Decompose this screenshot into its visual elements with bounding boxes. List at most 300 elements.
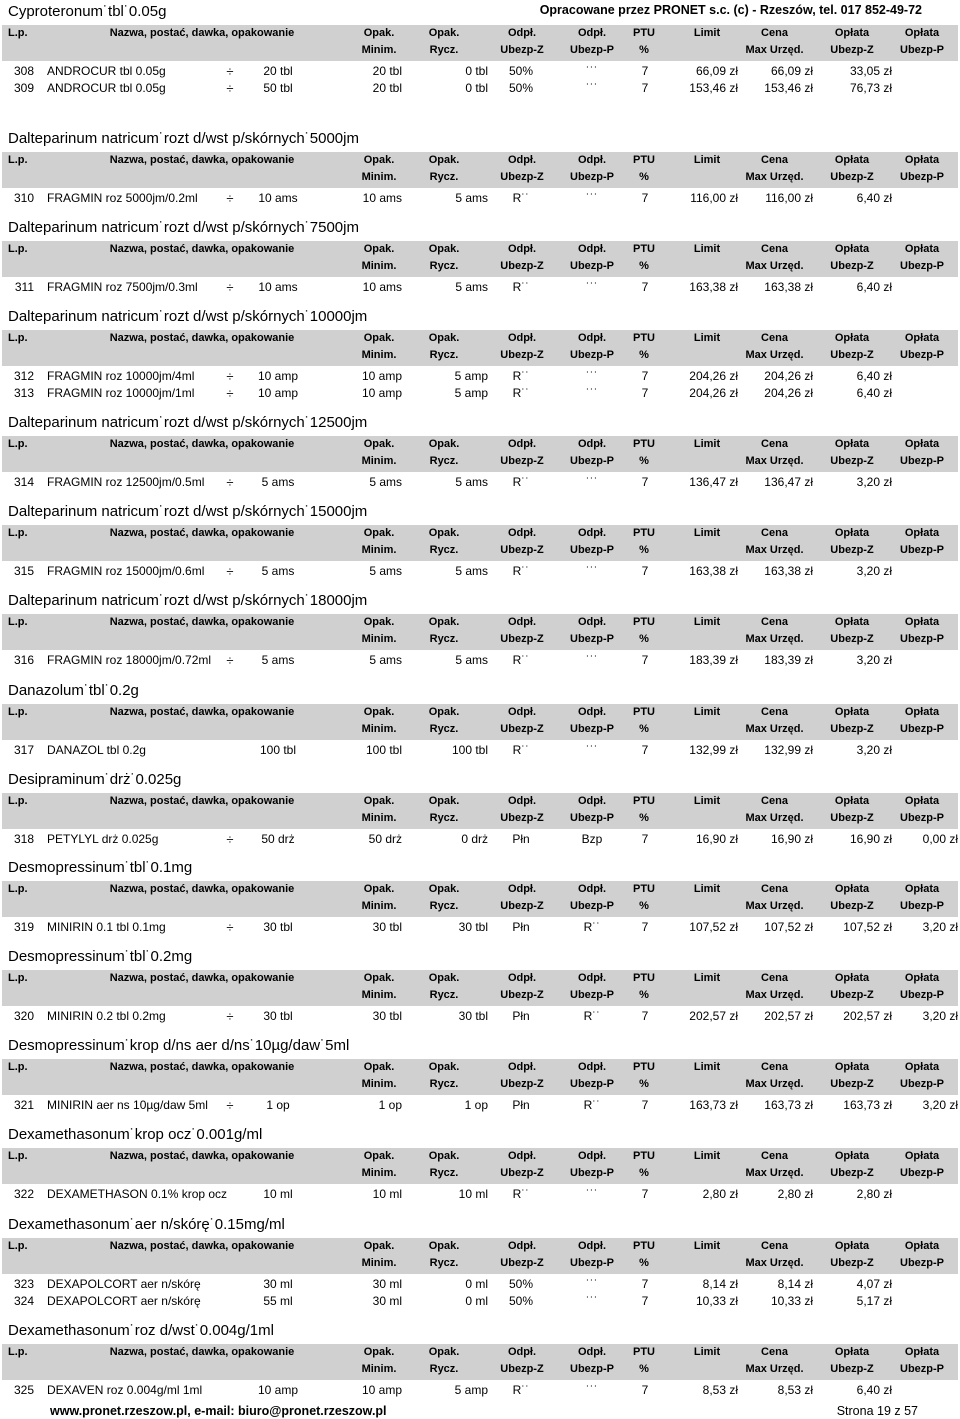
cena-max: 183,39 zł: [764, 653, 813, 667]
product-name: DANAZOL tbl 0.2g: [47, 743, 146, 757]
package-size: 5 ams: [261, 653, 295, 667]
ptu: 7: [641, 81, 649, 95]
odplatnosc-p: ˙˙˙: [586, 369, 598, 383]
header-cell: Ubezp-P: [570, 1363, 614, 1375]
header-cell: Ubezp-Z: [500, 723, 544, 735]
product-name: ANDROCUR tbl 0.05g: [47, 81, 166, 95]
header-cell: Opak.: [428, 1346, 460, 1358]
opak-rycz: 30 tbl: [458, 920, 488, 934]
divide-icon: ÷: [226, 920, 234, 935]
divide-icon: ÷: [226, 653, 234, 668]
header-cell: Max Urzęd.: [745, 723, 804, 735]
odplatnosc-p: ˙˙˙: [586, 653, 598, 667]
header-cell: PTU: [633, 883, 655, 895]
header-cell: Cena: [761, 795, 788, 807]
header-cell: Limit: [693, 527, 721, 539]
odplatnosc-p: ˙˙˙: [586, 280, 598, 294]
header-cell: Odpł.: [507, 527, 537, 539]
header-cell: Opak.: [428, 1150, 460, 1162]
oplata-z: 6,40 zł: [856, 1383, 892, 1397]
header-cell: Limit: [693, 1061, 721, 1073]
oplata-z: 202,57 zł: [843, 1009, 892, 1023]
header-cell: Opak.: [363, 527, 395, 539]
header-cell: PTU: [633, 706, 655, 718]
header-cell: Ubezp-P: [900, 1078, 944, 1090]
table-row: [2, 80, 958, 97]
package-size: 10 ams: [258, 191, 298, 205]
header-cell: Ubezp-P: [900, 349, 944, 361]
header-cell: Max Urzęd.: [745, 260, 804, 272]
header-cell: Ubezp-Z: [500, 1257, 544, 1269]
header-cell: Opak.: [428, 972, 460, 984]
opak-rycz: 0 drż: [461, 832, 488, 846]
divide-icon: ÷: [226, 564, 234, 579]
header-cell: Limit: [693, 1346, 721, 1358]
opak-minim: 20 tbl: [372, 64, 402, 78]
oplata-z: 76,73 zł: [849, 81, 892, 95]
header-cell: Nazwa, postać, dawka, opakowanie: [109, 243, 295, 255]
header-cell: Opłata: [904, 1346, 940, 1358]
oplata-z: 6,40 zł: [856, 280, 892, 294]
ptu: 7: [641, 369, 649, 383]
header-cell: Nazwa, postać, dawka, opakowanie: [109, 1061, 295, 1073]
opak-rycz: 100 tbl: [451, 743, 488, 757]
header-cell: Ubezp-P: [900, 44, 944, 56]
header-cell: Max Urzęd.: [745, 544, 804, 556]
opak-rycz: 0 ml: [465, 1277, 488, 1291]
opak-minim: 5 ams: [369, 653, 402, 667]
header-cell: %: [639, 989, 649, 1001]
table-header: [2, 970, 958, 1006]
header-cell: %: [639, 171, 649, 183]
footer-contact: www.pronet.rzeszow.pl, e-mail: biuro@pronet.rzeszow.pl: [50, 1404, 387, 1418]
odplatnosc-p: R˙˙: [583, 920, 601, 934]
opak-rycz: 0 ml: [465, 1294, 488, 1308]
cena-max: 10,33 zł: [770, 1294, 813, 1308]
odplatnosc-p: ˙˙˙: [586, 81, 598, 95]
opak-minim: 5 ams: [369, 564, 402, 578]
header-cell: Odpł.: [507, 1346, 537, 1358]
product-name: FRAGMIN roz 10000jm/4ml: [47, 369, 195, 383]
limit: 204,26 zł: [689, 369, 738, 383]
table-row: [2, 652, 958, 669]
header-cell: Limit: [693, 706, 721, 718]
odplatnosc-z: R˙˙: [512, 1187, 530, 1201]
opak-rycz: 5 ams: [455, 653, 488, 667]
header-cell: Minim.: [361, 900, 397, 912]
limit: 136,47 zł: [689, 475, 738, 489]
header-cell: Minim.: [361, 989, 397, 1001]
header-cell: Ubezp-P: [570, 171, 614, 183]
opak-rycz: 0 tbl: [465, 64, 488, 78]
header-cell: Ubezp-Z: [500, 171, 544, 183]
header-cell: Minim.: [361, 1257, 397, 1269]
header-cell: L.p.: [8, 795, 28, 807]
header-cell: Opłata: [904, 332, 940, 344]
header-cell: Opak.: [428, 27, 460, 39]
oplata-z: 16,90 zł: [849, 832, 892, 846]
header-cell: Ubezp-Z: [830, 171, 874, 183]
oplata-z: 6,40 zł: [856, 369, 892, 383]
header-cell: Ubezp-P: [900, 1257, 944, 1269]
header-cell: %: [639, 455, 649, 467]
header-cell: Ubezp-Z: [830, 349, 874, 361]
header-cell: L.p.: [8, 972, 28, 984]
header-cell: Opłata: [904, 616, 940, 628]
header-cell: Ubezp-Z: [500, 1078, 544, 1090]
row-lp: 308: [13, 64, 34, 78]
table-row: [2, 385, 958, 402]
header-cell: Opłata: [904, 27, 940, 39]
table-header: [2, 704, 958, 740]
header-cell: Nazwa, postać, dawka, opakowanie: [109, 972, 295, 984]
header-cell: Ubezp-Z: [830, 989, 874, 1001]
table-row: [2, 474, 958, 491]
header-cell: Limit: [693, 972, 721, 984]
table-header: [2, 152, 958, 188]
header-cell: Cena: [761, 706, 788, 718]
odplatnosc-p: R˙˙: [583, 1098, 601, 1112]
header-cell: Opłata: [904, 154, 940, 166]
limit: 163,73 zł: [689, 1098, 738, 1112]
header-cell: Opłata: [834, 27, 870, 39]
opak-rycz: 5 ams: [455, 191, 488, 205]
opak-rycz: 5 ams: [455, 564, 488, 578]
header-cell: L.p.: [8, 1346, 28, 1358]
header-cell: Ubezp-P: [570, 723, 614, 735]
header-cell: Rycz.: [429, 989, 459, 1001]
header-cell: Ubezp-Z: [830, 544, 874, 556]
header-cell: Ubezp-P: [900, 633, 944, 645]
divide-icon: ÷: [226, 191, 234, 206]
table-row: [2, 919, 958, 936]
header-cell: PTU: [633, 27, 655, 39]
table-header: [2, 436, 958, 472]
odplatnosc-z: R˙˙: [512, 1383, 530, 1397]
header-cell: Opłata: [834, 1061, 870, 1073]
header-cell: Max Urzęd.: [745, 171, 804, 183]
header-cell: Limit: [693, 1150, 721, 1162]
row-lp: 324: [13, 1294, 34, 1308]
header-cell: Ubezp-Z: [500, 900, 544, 912]
header-cell: Opłata: [834, 1150, 870, 1162]
limit: 132,99 zł: [689, 743, 738, 757]
header-cell: %: [639, 812, 649, 824]
header-cell: Limit: [693, 795, 721, 807]
row-lp: 312: [13, 369, 34, 383]
header-cell: Opak.: [428, 1061, 460, 1073]
header-cell: %: [639, 349, 649, 361]
odplatnosc-p: R˙˙: [583, 1009, 601, 1023]
header-cell: Odpł.: [577, 1346, 607, 1358]
table-row: [2, 1008, 958, 1025]
header-cell: Minim.: [361, 633, 397, 645]
header-cell: Ubezp-P: [570, 44, 614, 56]
header-cell: Opak.: [363, 972, 395, 984]
header-cell: Odpł.: [507, 1240, 537, 1252]
package-size: 100 tbl: [259, 743, 297, 757]
header-cell: Ubezp-P: [900, 812, 944, 824]
product-name: ANDROCUR tbl 0.05g: [47, 64, 166, 78]
header-cell: Minim.: [361, 349, 397, 361]
header-cell: Rycz.: [429, 812, 459, 824]
header-cell: Odpł.: [577, 154, 607, 166]
header-cell: Odpł.: [507, 154, 537, 166]
opak-rycz: 10 ml: [458, 1187, 488, 1201]
header-cell: Ubezp-Z: [830, 1078, 874, 1090]
package-size: 30 tbl: [263, 920, 293, 934]
header-cell: L.p.: [8, 1150, 28, 1162]
header-cell: Odpł.: [577, 527, 607, 539]
product-name: MINIRIN aer ns 10µg/daw 5ml: [47, 1098, 208, 1112]
opak-minim: 10 amp: [361, 386, 402, 400]
opak-rycz: 5 ams: [455, 280, 488, 294]
opak-minim: 30 tbl: [372, 1009, 402, 1023]
header-cell: Ubezp-Z: [500, 349, 544, 361]
header-cell: Odpł.: [577, 795, 607, 807]
header-cell: Opłata: [834, 243, 870, 255]
header-cell: PTU: [633, 332, 655, 344]
ptu: 7: [641, 743, 649, 757]
header-cell: Cena: [761, 27, 788, 39]
header-cell: Opłata: [904, 706, 940, 718]
header-cell: Ubezp-P: [570, 544, 614, 556]
cena-max: 204,26 zł: [764, 386, 813, 400]
product-name: MINIRIN 0.2 tbl 0.2mg: [47, 1009, 166, 1023]
limit: 163,38 zł: [689, 564, 738, 578]
table-header: [2, 525, 958, 561]
header-cell: Limit: [693, 883, 721, 895]
header-cell: %: [639, 723, 649, 735]
header-cell: Opłata: [834, 527, 870, 539]
header-cell: Opak.: [428, 1240, 460, 1252]
limit: 153,46 zł: [689, 81, 738, 95]
header-cell: PTU: [633, 972, 655, 984]
package-size: 1 op: [266, 1098, 290, 1112]
header-cell: Rycz.: [429, 44, 459, 56]
header-cell: Opak.: [363, 154, 395, 166]
header-cell: Opłata: [834, 1346, 870, 1358]
header-cell: Limit: [693, 616, 721, 628]
header-cell: Cena: [761, 1240, 788, 1252]
header-cell: Max Urzęd.: [745, 1257, 804, 1269]
header-cell: Opłata: [904, 438, 940, 450]
header-cell: Ubezp-P: [900, 544, 944, 556]
header-cell: Cena: [761, 438, 788, 450]
opak-rycz: 30 tbl: [458, 1009, 488, 1023]
header-cell: Max Urzęd.: [745, 44, 804, 56]
header-cell: Ubezp-Z: [500, 544, 544, 556]
limit: 107,52 zł: [689, 920, 738, 934]
header-cell: Ubezp-Z: [830, 812, 874, 824]
header-cell: %: [639, 633, 649, 645]
product-name: DEXAPOLCORT aer n/skórę: [47, 1294, 201, 1308]
header-cell: PTU: [633, 527, 655, 539]
header-cell: Ubezp-P: [570, 455, 614, 467]
divide-icon: ÷: [226, 280, 234, 295]
limit: 202,57 zł: [689, 1009, 738, 1023]
header-cell: Minim.: [361, 812, 397, 824]
odplatnosc-z: R˙˙: [512, 191, 530, 205]
header-cell: PTU: [633, 795, 655, 807]
header-cell: Rycz.: [429, 1257, 459, 1269]
header-cell: Ubezp-P: [570, 349, 614, 361]
header-cell: Odpł.: [507, 795, 537, 807]
header-cell: Ubezp-P: [900, 1363, 944, 1375]
header-cell: Odpł.: [577, 883, 607, 895]
oplata-z: 2,80 zł: [856, 1187, 892, 1201]
header-cell: Nazwa, postać, dawka, opakowanie: [109, 883, 295, 895]
header-cell: Opak.: [363, 438, 395, 450]
header-cell: L.p.: [8, 527, 28, 539]
limit: 2,80 zł: [702, 1187, 738, 1201]
header-cell: Nazwa, postać, dawka, opakowanie: [109, 616, 295, 628]
section-title: Dexamethasonum˙krop ocz˙0.001g/ml: [8, 1126, 263, 1143]
row-lp: 320: [13, 1009, 34, 1023]
row-lp: 318: [13, 832, 34, 846]
header-cell: Max Urzęd.: [745, 989, 804, 1001]
header-cell: Ubezp-P: [900, 455, 944, 467]
ptu: 7: [641, 280, 649, 294]
opak-rycz: 5 amp: [454, 1383, 488, 1397]
odplatnosc-p: ˙˙˙: [586, 1277, 598, 1291]
oplata-z: 3,20 zł: [856, 475, 892, 489]
header-cell: Opak.: [428, 243, 460, 255]
odplatnosc-p: ˙˙˙: [586, 743, 598, 757]
header-cell: PTU: [633, 1061, 655, 1073]
header-cell: Opłata: [904, 1240, 940, 1252]
header-cell: Odpł.: [577, 27, 607, 39]
header-cell: Max Urzęd.: [745, 900, 804, 912]
header-cell: Opak.: [428, 154, 460, 166]
header-cell: Nazwa, postać, dawka, opakowanie: [109, 332, 295, 344]
cena-max: 116,00 zł: [765, 191, 813, 205]
header-cell: Nazwa, postać, dawka, opakowanie: [109, 1346, 295, 1358]
package-size: 10 amp: [257, 1383, 299, 1397]
opak-minim: 10 ams: [362, 191, 402, 205]
header-cell: Cena: [761, 1346, 788, 1358]
product-name: DEXAPOLCORT aer n/skórę: [47, 1277, 201, 1291]
header-cell: L.p.: [8, 332, 28, 344]
header-cell: Limit: [693, 243, 721, 255]
limit: 183,39 zł: [689, 653, 738, 667]
header-cell: Opak.: [428, 527, 460, 539]
header-cell: Minim.: [361, 1167, 397, 1179]
header-cell: Cena: [761, 243, 788, 255]
table-header: [2, 614, 958, 650]
opak-minim: 30 ml: [372, 1294, 402, 1308]
header-cell: Opak.: [363, 1150, 395, 1162]
header-cell: Odpł.: [577, 706, 607, 718]
header-cell: L.p.: [8, 1240, 28, 1252]
ptu: 7: [641, 64, 649, 78]
opak-rycz: 5 amp: [454, 386, 488, 400]
header-cell: Ubezp-Z: [830, 900, 874, 912]
header-cell: Limit: [693, 1240, 721, 1252]
header-cell: %: [639, 44, 649, 56]
header-cell: Odpł.: [577, 332, 607, 344]
header-cell: Opak.: [428, 438, 460, 450]
section-title: Dalteparinum natricum˙rozt d/wst p/skórnych˙12500jm: [8, 414, 368, 431]
header-cell: Opak.: [363, 243, 395, 255]
odplatnosc-z: Płn: [512, 832, 530, 846]
divide-icon: ÷: [226, 386, 234, 401]
row-lp: 310: [13, 191, 34, 205]
header-cell: Opłata: [834, 616, 870, 628]
header-cell: Ubezp-P: [570, 900, 614, 912]
header-cell: Opak.: [428, 883, 460, 895]
header-cell: Minim.: [361, 260, 397, 272]
header-cell: Opak.: [363, 1346, 395, 1358]
header-cell: Ubezp-Z: [500, 989, 544, 1001]
header-cell: Odpł.: [507, 972, 537, 984]
header-cell: Nazwa, postać, dawka, opakowanie: [109, 706, 295, 718]
header-cell: %: [639, 1257, 649, 1269]
opak-rycz: 1 op: [464, 1098, 488, 1112]
table-header: [2, 881, 958, 917]
table-header: [2, 1344, 958, 1380]
divide-icon: ÷: [226, 1009, 234, 1024]
header-cell: Ubezp-P: [900, 260, 944, 272]
odplatnosc-p: ˙˙˙: [586, 386, 598, 400]
header-cell: %: [639, 1167, 649, 1179]
header-cell: Opłata: [834, 438, 870, 450]
odplatnosc-p: ˙˙˙: [586, 1383, 598, 1397]
section-title: Desmopressinum˙krop d/ns aer d/ns˙10µg/daw˙5ml: [8, 1037, 350, 1054]
package-size: 10 ams: [258, 280, 298, 294]
limit: 16,90 zł: [695, 832, 738, 846]
odplatnosc-z: R˙˙: [512, 369, 530, 383]
oplata-z: 33,05 zł: [849, 64, 892, 78]
table-row: [2, 1276, 958, 1293]
header-cell: Cena: [761, 616, 788, 628]
header-cell: Opłata: [834, 332, 870, 344]
header-cell: Opłata: [834, 883, 870, 895]
ptu: 7: [641, 832, 649, 846]
header-cell: Odpł.: [507, 438, 537, 450]
header-cell: Cena: [761, 332, 788, 344]
header-cell: Rycz.: [429, 1167, 459, 1179]
header-cell: L.p.: [8, 438, 28, 450]
row-lp: 314: [13, 475, 34, 489]
header-cell: Ubezp-Z: [830, 260, 874, 272]
table-header: [2, 1148, 958, 1184]
ptu: 7: [641, 1098, 649, 1112]
header-cell: Opak.: [428, 616, 460, 628]
header-cell: Rycz.: [429, 171, 459, 183]
header-cell: Nazwa, postać, dawka, opakowanie: [109, 438, 295, 450]
row-lp: 322: [13, 1187, 34, 1201]
table-row: [2, 1097, 958, 1114]
section-title: Dalteparinum natricum˙rozt d/wst p/skórnych˙10000jm: [8, 308, 368, 325]
header-cell: Ubezp-Z: [500, 44, 544, 56]
cena-max: 66,09 zł: [770, 64, 813, 78]
ptu: 7: [641, 1294, 649, 1308]
opak-minim: 10 ams: [362, 280, 402, 294]
product-name: FRAGMIN roz 18000jm/0.72ml: [47, 653, 212, 667]
table-row: [2, 742, 958, 759]
header-cell: Nazwa, postać, dawka, opakowanie: [109, 527, 295, 539]
row-lp: 319: [13, 920, 34, 934]
header-cell: Odpł.: [577, 1061, 607, 1073]
header-cell: Opak.: [363, 795, 395, 807]
cena-max: 163,73 zł: [764, 1098, 813, 1112]
header-cell: Cena: [761, 527, 788, 539]
header-cell: Odpł.: [507, 1061, 537, 1073]
header-cell: Cena: [761, 1061, 788, 1073]
odplatnosc-p: ˙˙˙: [586, 191, 598, 205]
cena-max: 153,46 zł: [764, 81, 813, 95]
